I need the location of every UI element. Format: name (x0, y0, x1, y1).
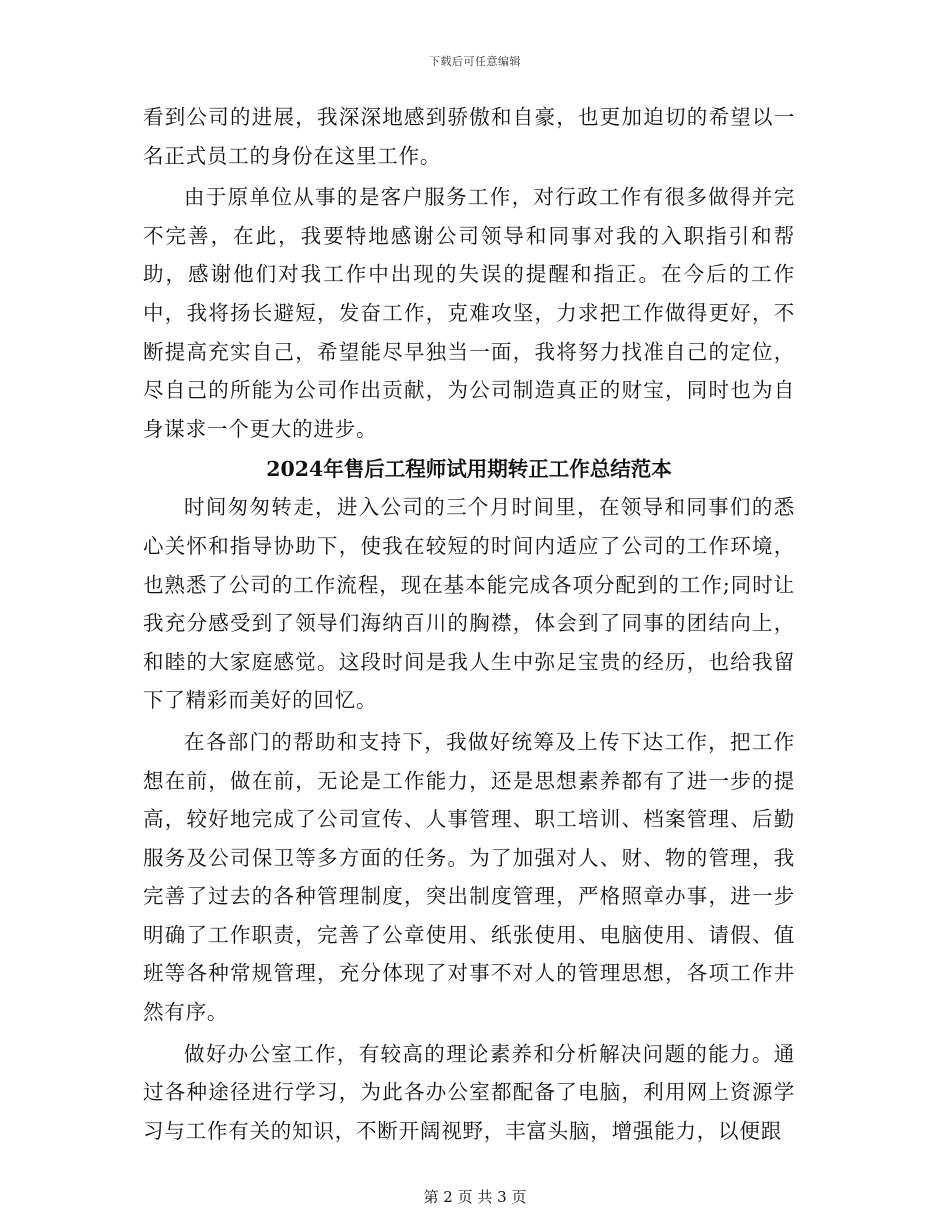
document-body (143, 98, 795, 1150)
paragraph: 在各部门的帮助和支持下，我做好统筹及上传下达工作，把工作想在前，做在前，无论是工作能力，还是思想素养都有了进一步的提高，较好地完成了公司宣传、人事管理、职工培训、档案管理、后勤服务及公司保卫等多方面的任务。为了加强对人、财、物的管理，我完善了过去的各种管理制度，突出制度管理，严格照章办事，进一步明确了工作职责，完善了公章使用、纸张使用、电脑使用、请假、值班等各种常规管理，充分体现了对事不对人的管理思想，各项工作井然有序。 (143, 729, 795, 1025)
paragraph: 时间匆匆转走，进入公司的三个月时间里，在领导和同事们的悉心关怀和指导协助下，使我在较短的时间内适应了公司的工作环境，也熟悉了公司的工作流程，现在基本能完成各项分配到的工作;同时让我充分感受到了领导们海纳百川的胸襟，体会到了同事的团结向上，和睦的大家庭感觉。这段时间是我人生中弥足宝贵的经历，也给我留下了精彩而美好的回忆。 (143, 495, 795, 713)
paragraph-continuation: 看到公司的进展，我深深地感到骄傲和自豪，也更加迫切的希望以一名正式员工的身份在这里工作。 (143, 105, 795, 168)
page-header-note: 下载后可任意编辑 (429, 55, 521, 68)
paragraph: 做好办公室工作，有较高的理论素养和分析解决问题的能力。通过各种途径进行学习，为此各办公室都配备了电脑，利用网上资源学习与工作有关的知识，不断开阔视野，丰富头脑，增强能力，以便跟 (143, 1041, 795, 1143)
page-number-footer: 第 2 页 共 3 页 (423, 1188, 527, 1206)
document-title: 2024年售后工程师试用期转正工作总结范本 (266, 457, 672, 482)
paragraph: 由于原单位从事的是客户服务工作，对行政工作有很多做得并完不完善，在此，我要特地感谢公司领导和同事对我的入职指引和帮助，感谢他们对我工作中出现的失误的提醒和指正。在今后的工作中，我将扬长避短，发奋工作，克难攻坚，力求把工作做得更好，不断提高充实自己，希望能尽早独当一面，我将努力找准自己的定位，尽自己的所能为公司作出贡献，为公司制造真正的财宝，同时也为自身谋求一个更大的进步。 (143, 185, 795, 441)
